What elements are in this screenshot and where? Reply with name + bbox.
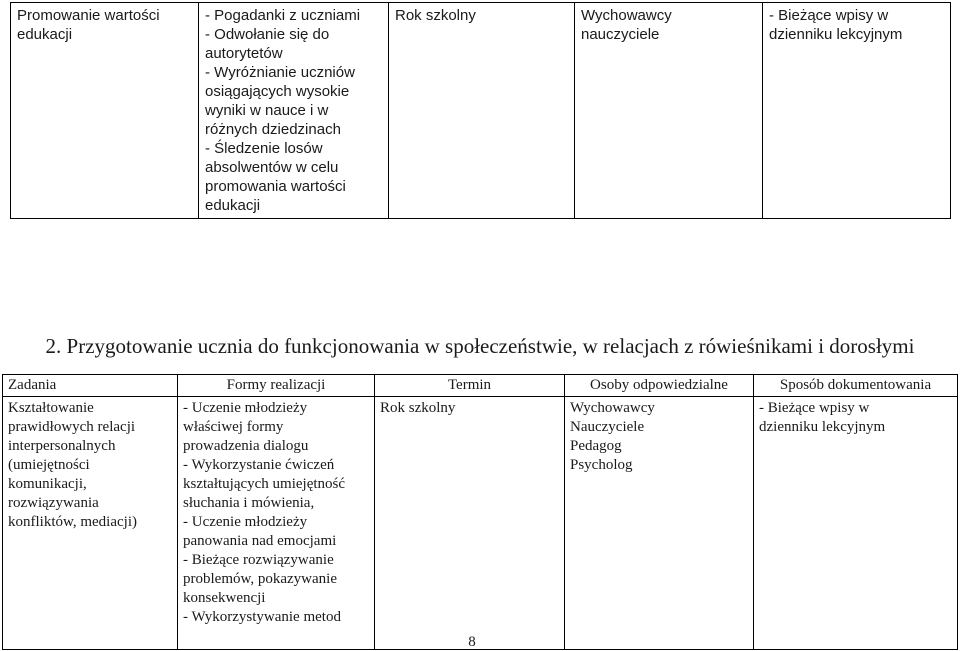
forms-cell: - Uczenie młodzieży właściwej formy prowadzenia dialogu - Wykorzystanie ćwiczeń kształtujących umiejętność słuchania i mówienia, - Uczenie młodzieży panowania nad emocjami - Bieżące rozwiązywanie problemów, pokazywanie konsekwencji - Wykorzystywanie metod <box>178 397 375 650</box>
lower-table <box>2 374 958 650</box>
documentation-cell: - Bieżące wpisy w dzienniku lekcyjnym <box>763 3 951 219</box>
header-formy-realizacji: Formy realizacji <box>178 375 375 397</box>
page-number: 8 <box>468 634 476 650</box>
header-zadania: Zadania <box>3 375 178 397</box>
header-osoby-odpowiedzialne: Osoby odpowiedzialne <box>565 375 754 397</box>
header-termin: Termin <box>375 375 565 397</box>
section-heading: 2. Przygotowanie ucznia do funkcjonowania w społeczeństwie, w relacjach z rówieśnikami i dorosłymi <box>45 334 915 358</box>
responsible-cell: Wychowawcy nauczyciele <box>575 3 763 219</box>
documentation-cell: - Bieżące wpisy w dzienniku lekcyjnym <box>754 397 958 650</box>
header-row <box>3 375 958 397</box>
responsible-cell: Wychowawcy Nauczyciele Pedagog Psycholog <box>565 397 754 650</box>
header-sposob-dokumentowania: Sposób dokumentowania <box>754 375 958 397</box>
table-row <box>3 397 958 650</box>
term-cell: Rok szkolny <box>389 3 575 219</box>
upper-table <box>10 2 951 219</box>
task-cell: Kształtowanie prawidłowych relacji interpersonalnych (umiejętności komunikacji, rozwiązywania konfliktów, mediacji) <box>3 397 178 650</box>
task-cell: Promowanie wartości edukacji <box>11 3 199 219</box>
table-row <box>11 3 951 219</box>
forms-cell: - Pogadanki z uczniami - Odwołanie się do autorytetów - Wyróżnianie uczniów osiągających wysokie wyniki w nauce i w różnych dziedzinach - Śledzenie losów absolwentów w celu promowania wartości edukacji <box>199 3 389 219</box>
term-cell: Rok szkolny <box>375 397 565 650</box>
